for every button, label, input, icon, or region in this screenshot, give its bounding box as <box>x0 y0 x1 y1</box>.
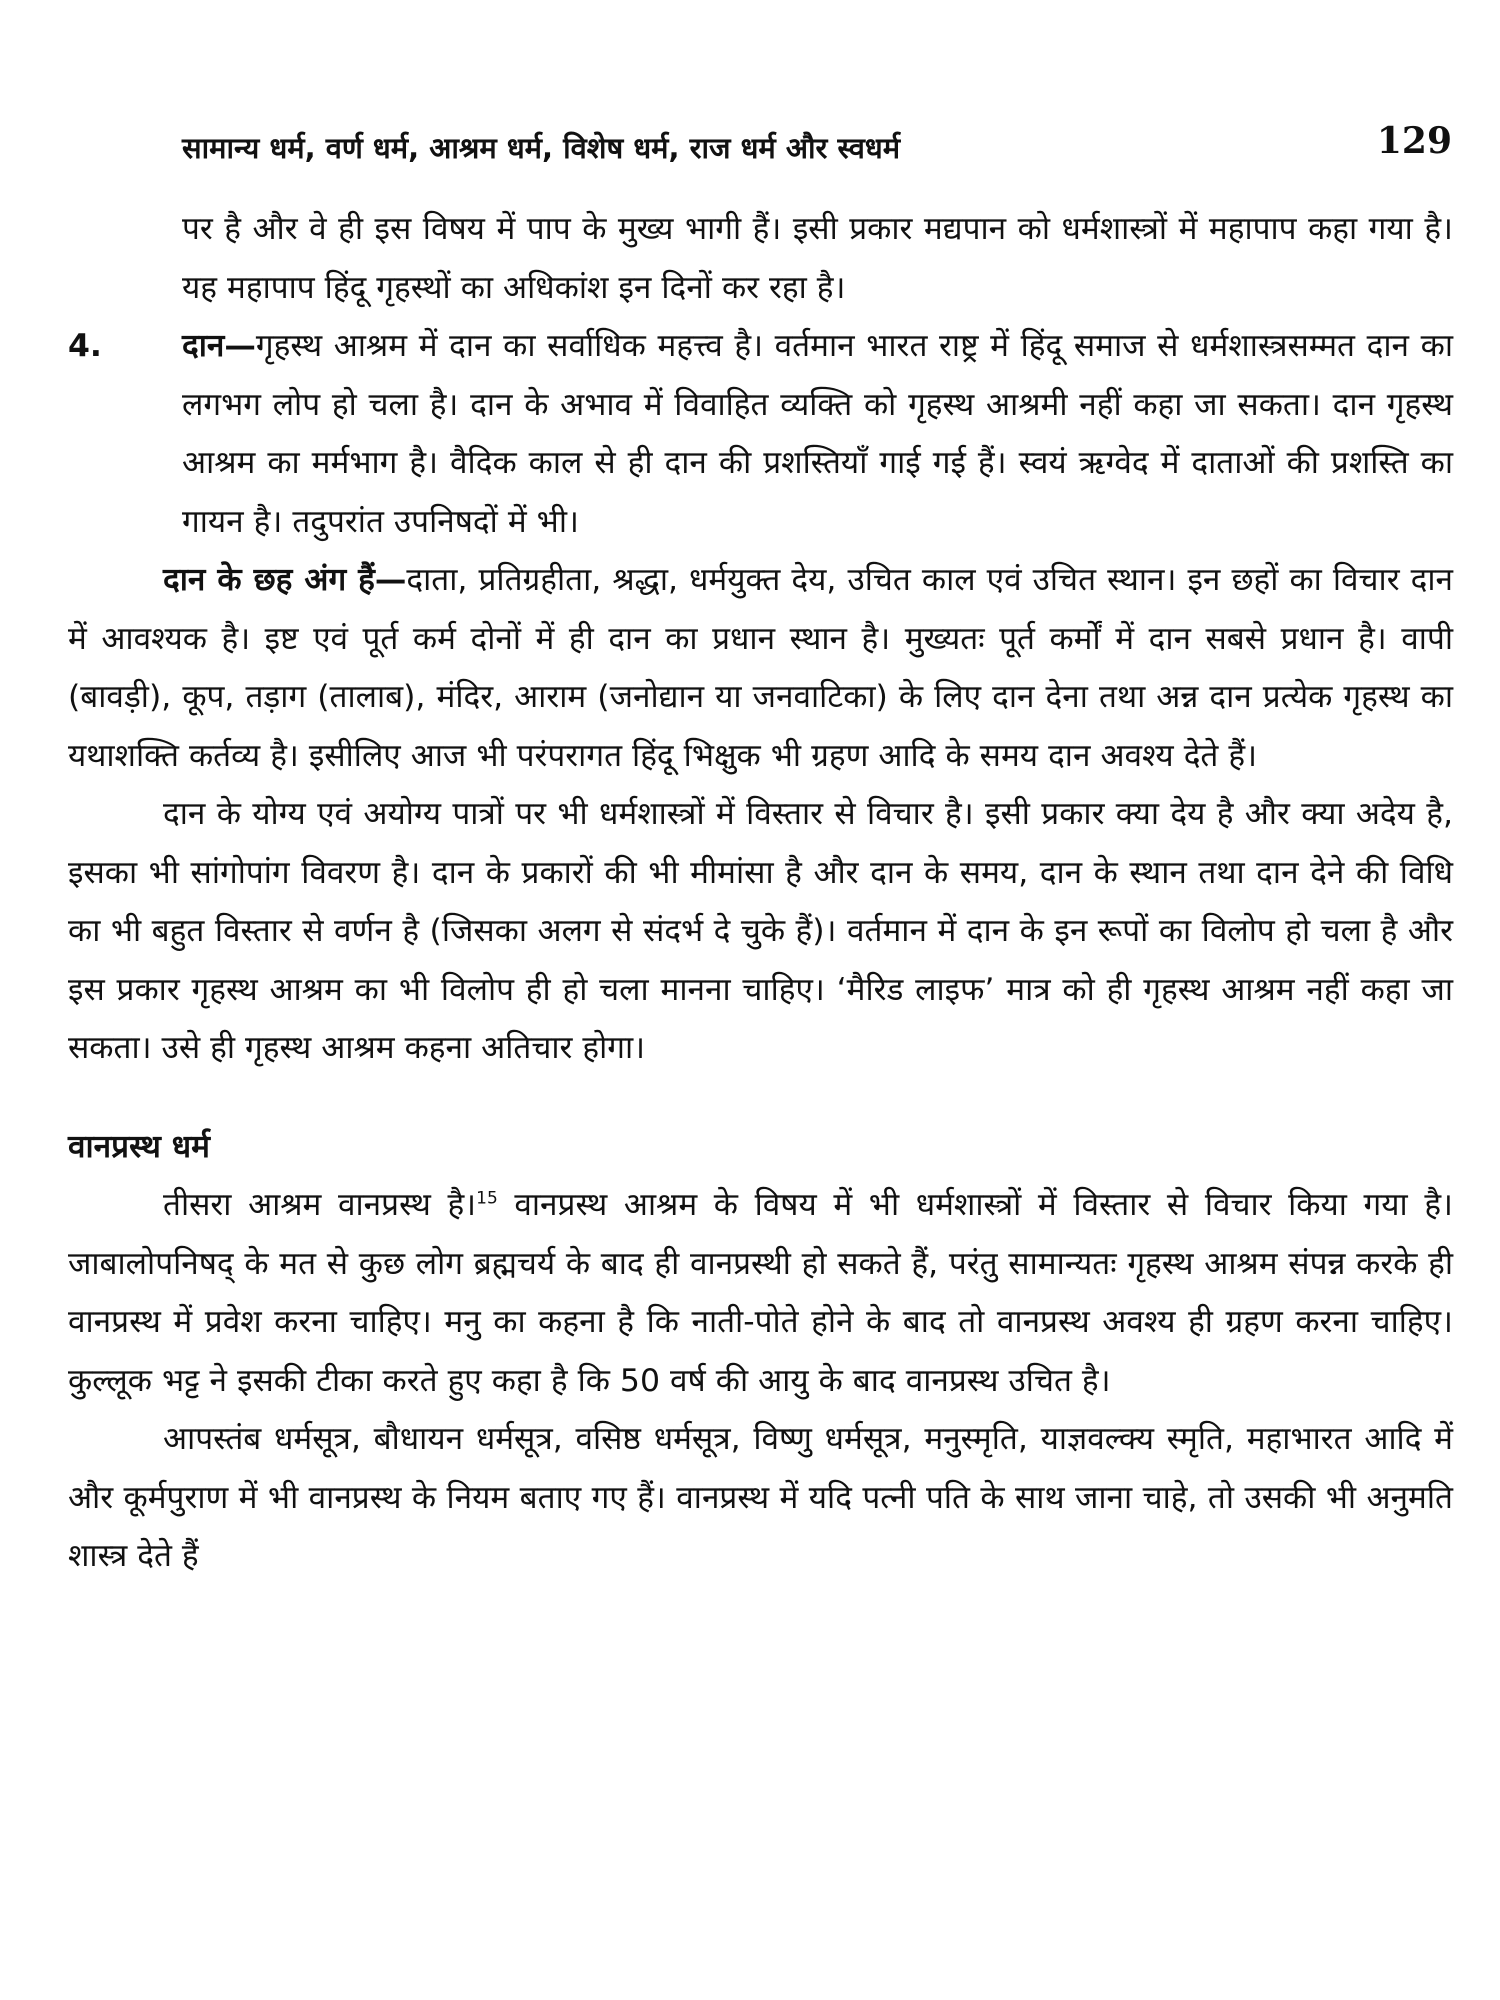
body-text <box>68 200 1453 1586</box>
list-item-text: गृहस्थ आश्रम में दान का सर्वाधिक महत्त्व है। वर्तमान भारत राष्ट्र में हिंदू समाज से धर्मशास्त्रसम्मत दान का लगभग लोप हो चला है। दान के अभाव में विवाहित व्यक्ति को गृहस्थ आश्रमी नहीं कहा जा सकता। दान गृहस्थ आश्रम का मर्मभाग है। वैदिक काल से ही दान की प्रशस्तियाँ गाई गई हैं। स्वयं ऋग्वेद में दाताओं की प्रशस्ति का गायन है। तदुपरांत उपनिषदों में भी। <box>182 328 1453 540</box>
continuation-text: पर है और वे ही इस विषय में पाप के मुख्य भागी हैं। इसी प्रकार मद्यपान को धर्मशास्त्रों में महापाप कहा गया है। यह महापाप हिंदू गृहस्थों का अधिकांश इन दिनों कर रहा है। <box>182 211 1453 306</box>
list-item-4 <box>68 317 1453 551</box>
paragraph-sources <box>68 1410 1453 1586</box>
paragraph-six-parts <box>68 551 1453 785</box>
footnote-marker: 15 <box>476 1188 498 1209</box>
paragraph-text-rest: वानप्रस्थ आश्रम के विषय में भी धर्मशास्त्रों में विस्तार से विचार किया गया है। जाबालोपनिषद् के मत से कुछ लोग ब्रह्मचर्य के बाद ही वानप्रस्थी हो सकते हैं, परंतु सामान्यतः गृहस्थ आश्रम संपन्न करके ही वानप्रस्थ में प्रवेश करना चाहिए। मनु का कहना है कि नाती-पोते होने के बाद तो वानप्रस्थ अवश्य ही ग्रहण करना चाहिए। कुल्लूक भट्ट ने इसकी टीका करते हुए कहा है कि 50 वर्ष की आयु के बाद वानप्रस्थ उचित है। <box>68 1187 1453 1399</box>
paragraph-text: दान के योग्य एवं अयोग्य पात्रों पर भी धर्मशास्त्रों में विस्तार से विचार है। इसी प्रकार क्या देय है और क्या अदेय है, इसका भी सांगोपांग विवरण है। दान के प्रकारों की भी मीमांसा है और दान के समय, दान के स्थान तथा दान देने की विधि का भी बहुत विस्तार से वर्णन है (जिसका अलग से संदर्भ दे चुके हैं)। वर्तमान में दान के इन रूपों का विलोप हो चला है और इस प्रकार गृहस्थ आश्रम का भी विलोप ही हो चला मानना चाहिए। ‘मैरिड लाइफ’ मात्र को ही गृहस्थ आश्रम नहीं कहा जा सकता। उसे ही गृहस्थ आश्रम कहना अतिचार होगा। <box>68 796 1453 1066</box>
page-header <box>182 120 1452 180</box>
page-number: 129 <box>1376 120 1452 162</box>
continuation-paragraph <box>68 200 1453 317</box>
paragraph-text: आपस्तंब धर्मसूत्र, बौधायन धर्मसूत्र, वसिष्ठ धर्मसूत्र, विष्णु धर्मसूत्र, मनुस्मृति, याज्ञवल्क्य स्मृति, महाभारत आदि में और कूर्मपुराण में भी वानप्रस्थ के नियम बताए गए हैं। वानप्रस्थ में यदि पत्नी पति के साथ जाना चाहे, तो उसकी भी अनुमति शास्त्र देते हैं <box>68 1421 1453 1574</box>
paragraph-text-start: तीसरा आश्रम वानप्रस्थ है। <box>163 1187 477 1223</box>
list-item-term: दान— <box>182 328 256 364</box>
paragraph-worthy-recipients <box>68 785 1453 1078</box>
list-item-number: 4. <box>68 328 102 364</box>
section-heading: वानप्रस्थ धर्म <box>68 1128 211 1165</box>
running-title: सामान्य धर्म, वर्ण धर्म, आश्रम धर्म, विशेष धर्म, राज धर्म और स्वधर्म <box>182 131 901 165</box>
paragraph-text: दाता, प्रतिग्रहीता, श्रद्धा, धर्मयुक्त देय, उचित काल एवं उचित स्थान। इन छहों का विचार दान में आवश्यक है। इष्ट एवं पूर्त कर्म दोनों में ही दान का प्रधान स्थान है। मुख्यतः पूर्त कर्मों में दान सबसे प्रधान है। वापी (बावड़ी), कूप, तड़ाग (तालाब), मंदिर, आराम (जनोद्यान या जनवाटिका) के लिए दान देना तथा अन्न दान प्रत्येक गृहस्थ का यथाशक्ति कर्तव्य है। इसीलिए आज भी परंपरागत हिंदू भिक्षुक भी ग्रहण आदि के समय दान अवश्य देते हैं। <box>68 562 1454 774</box>
paragraph-lead: दान के छह अंग हैं— <box>163 562 407 598</box>
paragraph-third-ashram <box>68 1176 1453 1410</box>
